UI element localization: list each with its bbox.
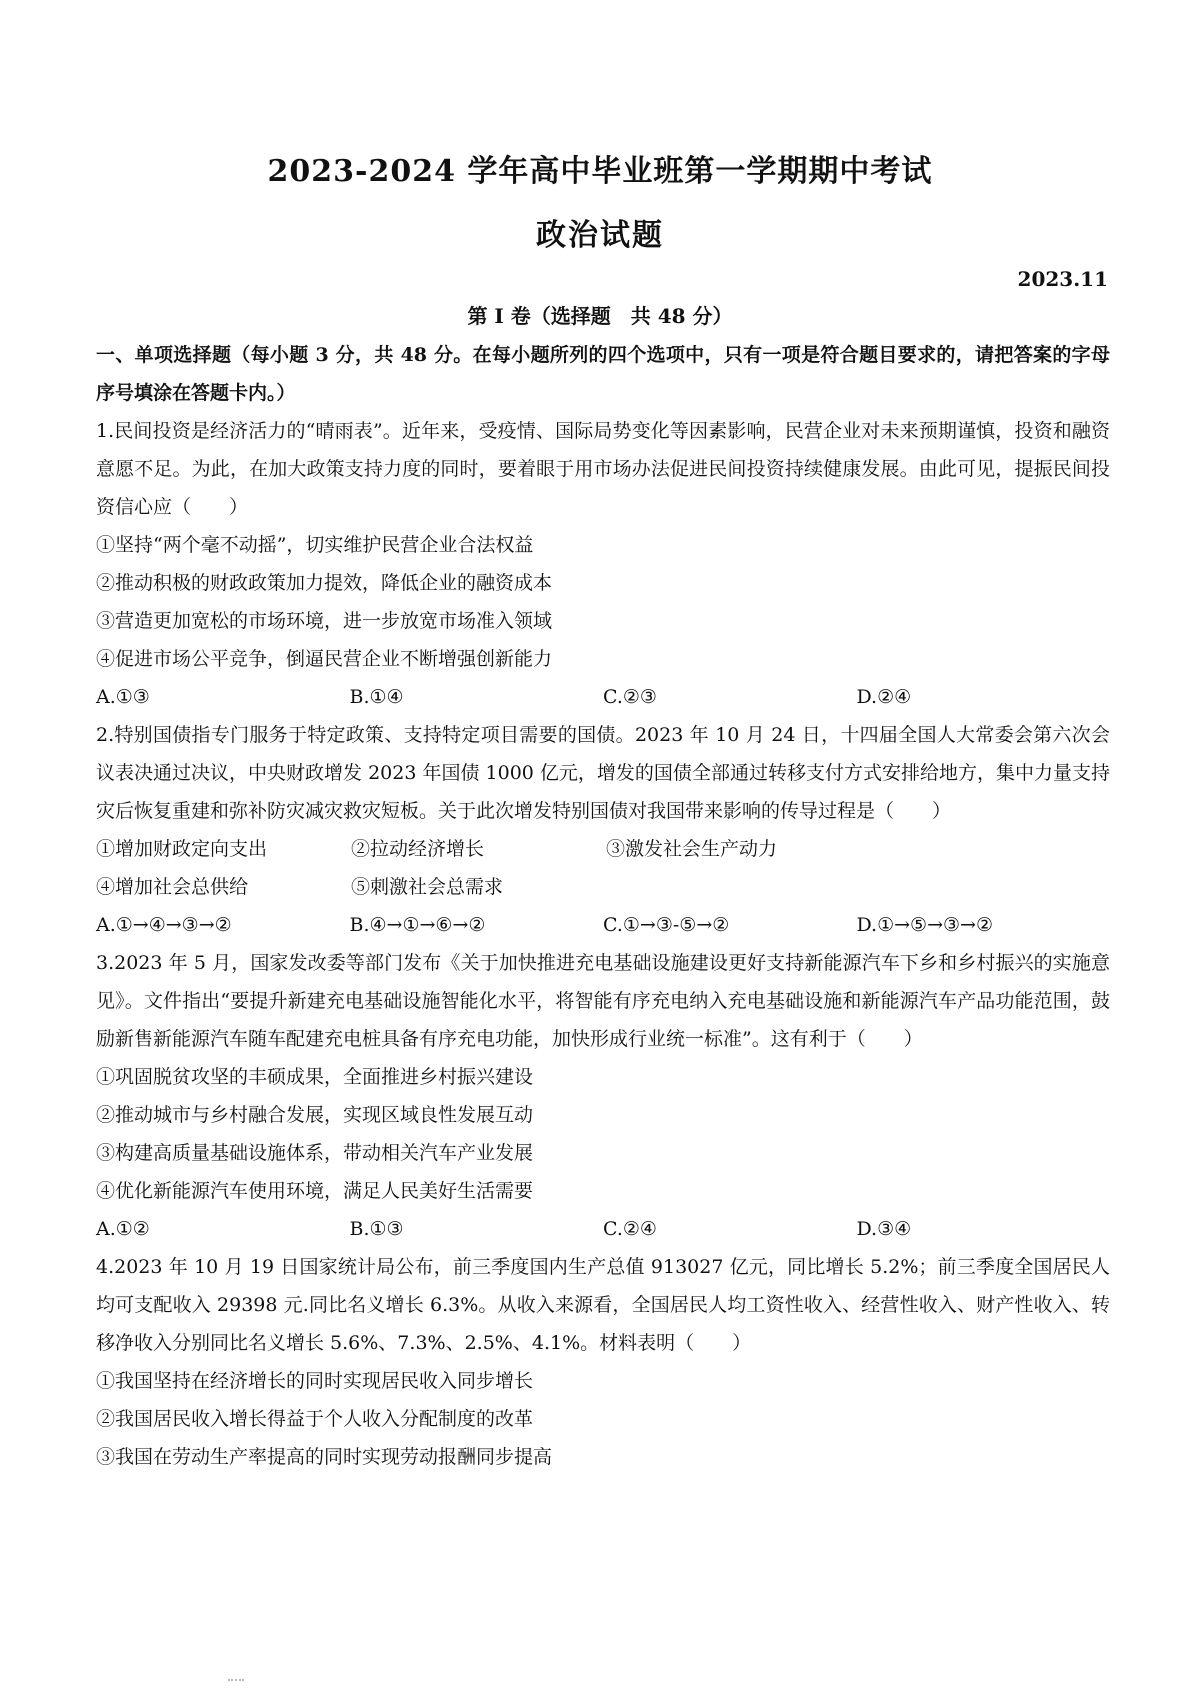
option-a: A.①→④→③→② bbox=[96, 914, 232, 936]
option-a: A.①③ bbox=[96, 686, 150, 708]
question-1-stem: 1.民间投资是经济活力的“晴雨表”。近年来，受疫情、国际局势变化等因素影响，民营企业对未来预期谨慎，投资和融资意愿不足。为此，在加大政策支持力度的同时，要着眼于用市场办法促进民间投资持续健康发展。由此可见，提振民间投资信心应（ ） bbox=[96, 420, 1110, 518]
exam-date: 2023.11 bbox=[1017, 267, 1108, 291]
question-3-options bbox=[96, 1210, 1110, 1248]
section-heading: 一、单项选择题（每小题 3 分，共 48 分。在每小题所列的四个选项中，只有一项是符合题目要求的，请把答案的字母序号填涂在答题卡内。） bbox=[96, 344, 1110, 404]
option-c: C.②③ bbox=[603, 686, 657, 708]
question-2-items-row-1 bbox=[96, 830, 1110, 868]
question-4-item-2: ②我国居民收入增长得益于个人收入分配制度的改革 bbox=[96, 1408, 534, 1430]
question-2-item-2: ②拉动经济增长 bbox=[351, 838, 485, 860]
part-heading: 第 I 卷（选择题 共 48 分） bbox=[467, 304, 733, 328]
question-3-item-3: ③构建高质量基础设施体系，带动相关汽车产业发展 bbox=[96, 1142, 534, 1164]
option-c: C.①→③-⑤→② bbox=[603, 914, 730, 936]
question-1-item-3: ③营造更加宽松的市场环境，进一步放宽市场准入领域 bbox=[96, 610, 553, 632]
question-content bbox=[96, 336, 1110, 1476]
question-3-stem: 3.2023 年 5 月，国家发改委等部门发布《关于加快推进充电基础设施建设更好支持新能源汽车下乡和乡村振兴的实施意见》。文件指出“要提升新建充电基础设施智能化水平，将智能有序充电纳入充电基础设施和新能源汽车产品功能范围，鼓励新售新能源汽车随车配建充电桩具备有序充电功能，加快形成行业统一标准”。这有利于（ ） bbox=[96, 952, 1110, 1050]
question-3-item-2: ②推动城市与乡村融合发展，实现区域良性发展互动 bbox=[96, 1104, 534, 1126]
question-4-item-3: ③我国在劳动生产率提高的同时实现劳动报酬同步提高 bbox=[96, 1446, 553, 1468]
question-3-item-4: ④优化新能源汽车使用环境，满足人民美好生活需要 bbox=[96, 1180, 534, 1202]
option-d: D.③④ bbox=[856, 1218, 912, 1240]
question-2-item-1: ①增加财政定向支出 bbox=[96, 838, 268, 860]
question-1-item-1: ①坚持“两个毫不动摇”，切实维护民营企业合法权益 bbox=[96, 534, 534, 556]
question-4-item-1: ①我国坚持在经济增长的同时实现居民收入同步增长 bbox=[96, 1370, 534, 1392]
question-2-options bbox=[96, 906, 1110, 944]
option-b: B.④→①→⑥→② bbox=[349, 914, 486, 936]
question-2-items-row-2 bbox=[96, 868, 1110, 906]
question-1-item-4: ④促进市场公平竞争，倒逼民营企业不断增强创新能力 bbox=[96, 648, 553, 670]
question-2-stem: 2.特别国债指专门服务于特定政策、支持特定项目需要的国债。2023 年 10 月 24 日，十四届全国人大常委会第六次会议表决通过决议，中央财政增发 2023 年国债 1000 亿元，增发的国债全部通过转移支付方式安排给地方，集中力量支持灾后恢复重建和弥补防灾减灾救灾短板。关于此次增发特别国债对我国带来影响的传导过程是（ ） bbox=[96, 724, 1110, 822]
question-2-item-3: ③激发社会生产动力 bbox=[606, 838, 778, 860]
footer-dots bbox=[228, 1676, 244, 1681]
question-1-item-2: ②推动积极的财政政策加力提效，降低企业的融资成本 bbox=[96, 572, 553, 594]
option-c: C.②④ bbox=[603, 1218, 657, 1240]
question-4-stem: 4.2023 年 10 月 19 日国家统计局公布，前三季度国内生产总值 913027 亿元，同比增长 5.2%；前三季度全国居民人均可支配收入 29398 元.同比名义增长 6.3%。从收入来源看，全国居民人均工资性收入、经营性收入、财产性收入、转移净收入分别同比名义增长 5.6%、7.3%、2.5%、4.1%。材料表明（ ） bbox=[96, 1256, 1110, 1354]
exam-subtitle: 政治试题 bbox=[536, 218, 664, 253]
question-2-item-5: ⑤刺激社会总需求 bbox=[351, 876, 504, 898]
question-3-item-1: ①巩固脱贫攻坚的丰硕成果，全面推进乡村振兴建设 bbox=[96, 1066, 534, 1088]
question-1-options bbox=[96, 678, 1110, 716]
exam-title: 2023-2024 学年高中毕业班第一学期期中考试 bbox=[267, 154, 933, 189]
question-2-item-4: ④增加社会总供给 bbox=[96, 876, 249, 898]
option-d: D.②④ bbox=[856, 686, 912, 708]
option-d: D.①→⑤→③→② bbox=[856, 914, 993, 936]
option-b: B.①③ bbox=[349, 1218, 404, 1240]
option-b: B.①④ bbox=[349, 686, 404, 708]
option-a: A.①② bbox=[96, 1218, 150, 1240]
